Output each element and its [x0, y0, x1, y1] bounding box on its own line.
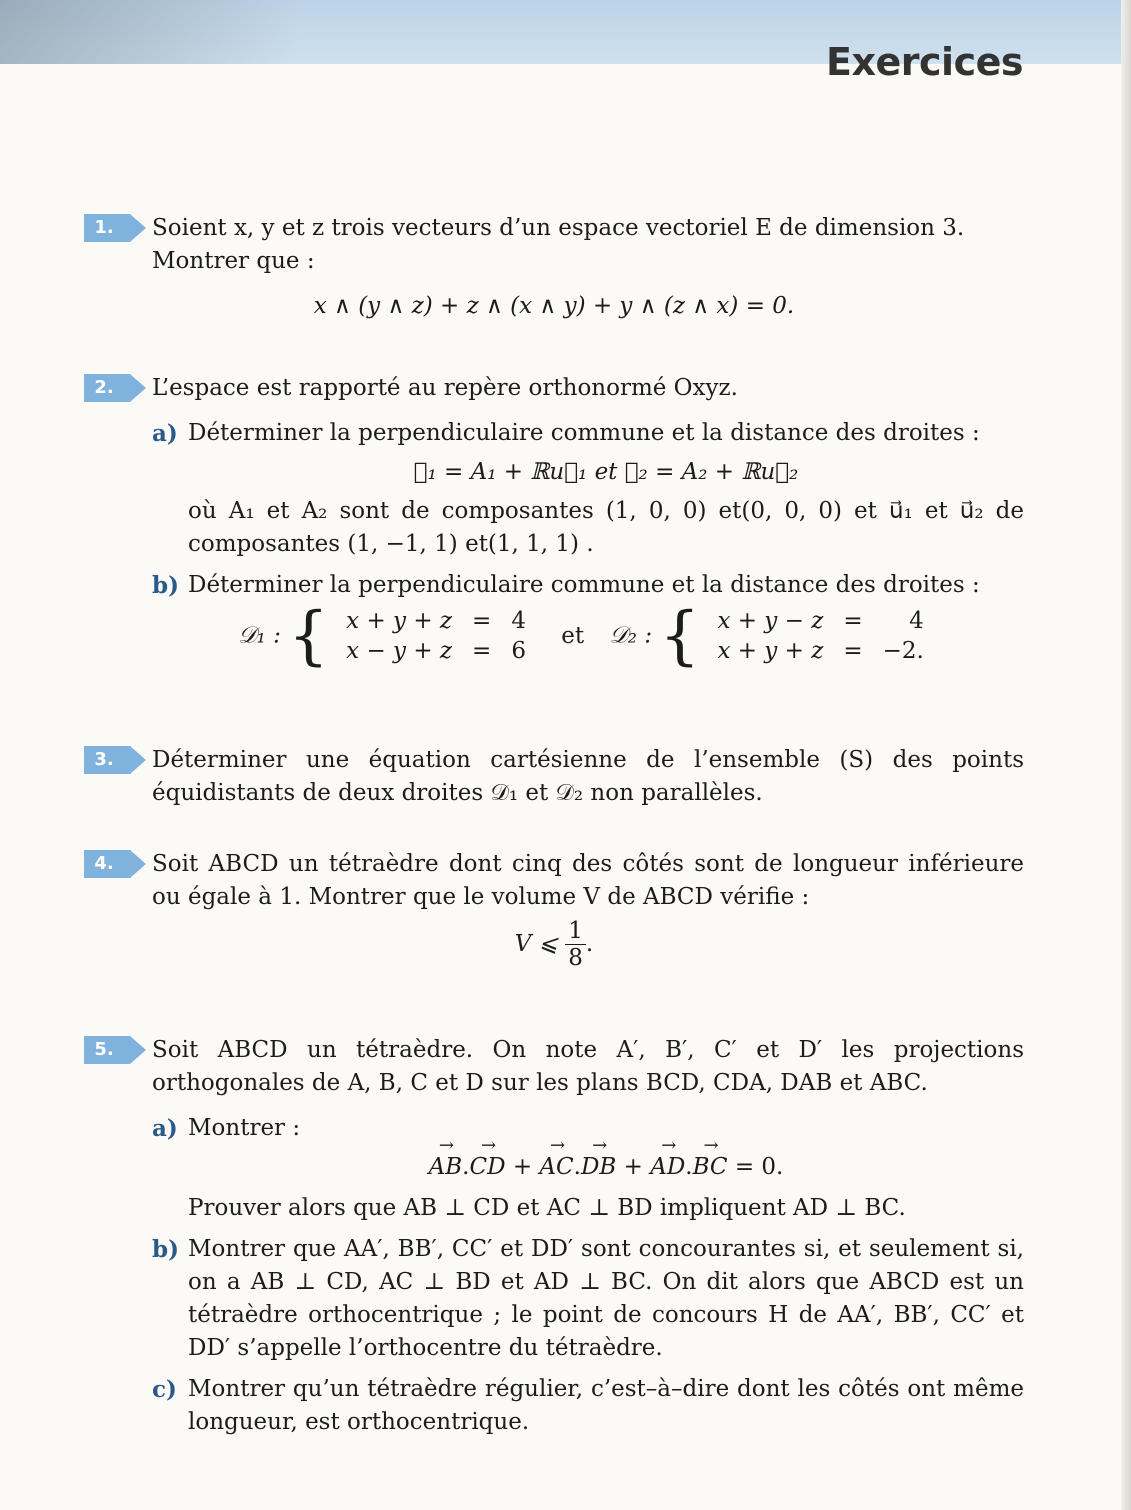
exercise-number: 4.: [94, 853, 114, 874]
exercise-number: 5.: [94, 1039, 114, 1060]
cell: =: [472, 638, 492, 664]
subquestion-b: [152, 1233, 1024, 1365]
exercise-text: Soit ABCD un tétraèdre dont cinq des côtés sont de longueur inférieure ou égale à 1. Montrer que le volume V de ABCD vérifie :: [152, 851, 1024, 910]
vector: → AD: [650, 1151, 685, 1184]
line-name: 𝒟₁ :: [238, 622, 281, 649]
page-edge: [1121, 0, 1131, 1510]
exercise-number: 2.: [94, 377, 114, 398]
cell: =: [843, 608, 863, 634]
subquestion-a: [152, 417, 1024, 561]
cell: x + y + z: [346, 608, 453, 634]
subquestion-text: Montrer que AA′, BB′, CC′ et DD′ sont concourantes si, et seulement si, on a AB ⊥ CD, AC ⊥ BD et AD ⊥ BC. On dit alors que ABCD est un tétraèdre orthocentrique ; le point de concours H de AA′, BB′, CC′ et DD′ s’appelle l’orthocentre du tétraèdre.: [188, 1236, 1024, 1361]
exercise-text: L’espace est rapporté au repère orthonormé Oxyz.: [152, 375, 738, 401]
exercise-number: 3.: [94, 749, 114, 770]
subquestion-text: Montrer qu’un tétraèdre régulier, c’est–à–dire dont les côtés ont même longueur, est orthocentrique.: [188, 1376, 1024, 1435]
exercise-text: Montrer que :: [152, 248, 315, 274]
cell: =: [472, 608, 492, 634]
header-shadow: [0, 0, 300, 64]
inequality-left: V ⩽: [514, 931, 558, 957]
exercise-badge: [84, 214, 146, 242]
formula: 𝒟₁ = A₁ + ℝu⃗₁ et 𝒟₂ = A₂ + ℝu⃗₂: [413, 459, 799, 485]
exercise-badge: [84, 374, 146, 402]
exercise-badge: [84, 1036, 146, 1064]
system-row: [707, 606, 933, 636]
vector: → CD: [469, 1151, 505, 1184]
subquestion-label: a): [152, 420, 178, 447]
cell: −2.: [882, 638, 924, 664]
exercise-text: Soient x, y et z trois vecteurs d’un espace vectoriel E de dimension 3.: [152, 215, 965, 241]
exercise-1: [84, 212, 1024, 329]
cell: 4: [511, 608, 526, 634]
exercise-text: Déterminer une équation cartésienne de l’ensemble (S) des points équidistants de deux droites 𝒟₁ et 𝒟₂ non parallèles.: [152, 747, 1024, 806]
vector: → AC: [539, 1151, 573, 1184]
exercise-badge: [84, 746, 146, 774]
subquestion-text: Déterminer la perpendiculaire commune et la distance des droites :: [188, 572, 980, 598]
page-title: Exercices: [826, 40, 1023, 84]
formula-end: = 0.: [734, 1154, 784, 1180]
vector-formula: → AB.→ CD + → AC.→ DB + → AD.→ BC = 0.: [188, 1151, 1024, 1184]
numerator: 1: [565, 918, 586, 945]
subquestion-b: [152, 569, 1024, 673]
subquestion-text: Prouver alors que AB ⊥ CD et AC ⊥ BD impliquent AD ⊥ BC.: [188, 1195, 906, 1221]
exercise-5: [84, 1034, 1024, 1439]
subquestion-label: a): [152, 1115, 178, 1142]
subquestion-a: [152, 1112, 1024, 1225]
exercise-3: [84, 744, 1024, 810]
vector: → AB: [429, 1151, 463, 1184]
cell: x − y + z: [346, 638, 453, 664]
exercise-text: Soit ABCD un tétraèdre. On note A′, B′, C′ et D′ les projections orthogonales de A, B, C et D sur les plans BCD, CDA, DAB et ABC.: [152, 1037, 1024, 1096]
subquestion-text: Déterminer la perpendiculaire commune et la distance des droites :: [188, 420, 980, 446]
subquestion-text: où A₁ et A₂ sont de composantes (1, 0, 0) et(0, 0, 0) et u⃗₁ et u⃗₂ de composantes (1, −1, 1) et(1, 1, 1) .: [188, 498, 1024, 557]
separator: et: [561, 622, 585, 649]
punct: .: [585, 931, 594, 957]
cell: x + y − z: [717, 608, 824, 634]
formula: x ∧ (y ∧ z) + z ∧ (x ∧ y) + y ∧ (z ∧ x) = 0.: [313, 293, 795, 319]
cell: 6: [511, 638, 526, 664]
system-d1: [336, 606, 536, 666]
line-name: 𝒟₂ :: [609, 622, 653, 649]
subquestion-text: Montrer :: [188, 1115, 301, 1141]
vector: → DB: [581, 1151, 616, 1184]
vector: → BC: [693, 1151, 728, 1184]
system-row: [336, 636, 536, 666]
cell: =: [843, 638, 863, 664]
system-d2: [707, 606, 933, 666]
inequality: [84, 918, 1024, 971]
system-formula: 𝒟₁ : { x + y + z = 4 x − y + z = 6 et 𝒟₂ : { x + y − z = 4 x + y + z = −2.: [148, 606, 1024, 666]
subquestion-c: [152, 1373, 1024, 1439]
cell: x + y + z: [717, 638, 824, 664]
exercise-2: [84, 372, 1024, 673]
cell: 4: [909, 608, 924, 634]
exercise-4: [84, 848, 1024, 977]
system-row: [336, 606, 536, 636]
subquestion-label: b): [152, 1236, 179, 1263]
exercise-badge: [84, 850, 146, 878]
exercise-number: 1.: [94, 217, 114, 238]
denominator: 8: [568, 945, 583, 971]
subquestion-label: b): [152, 572, 179, 599]
fraction: [565, 918, 586, 971]
system-row: [707, 636, 933, 666]
subquestion-label: c): [152, 1376, 177, 1403]
